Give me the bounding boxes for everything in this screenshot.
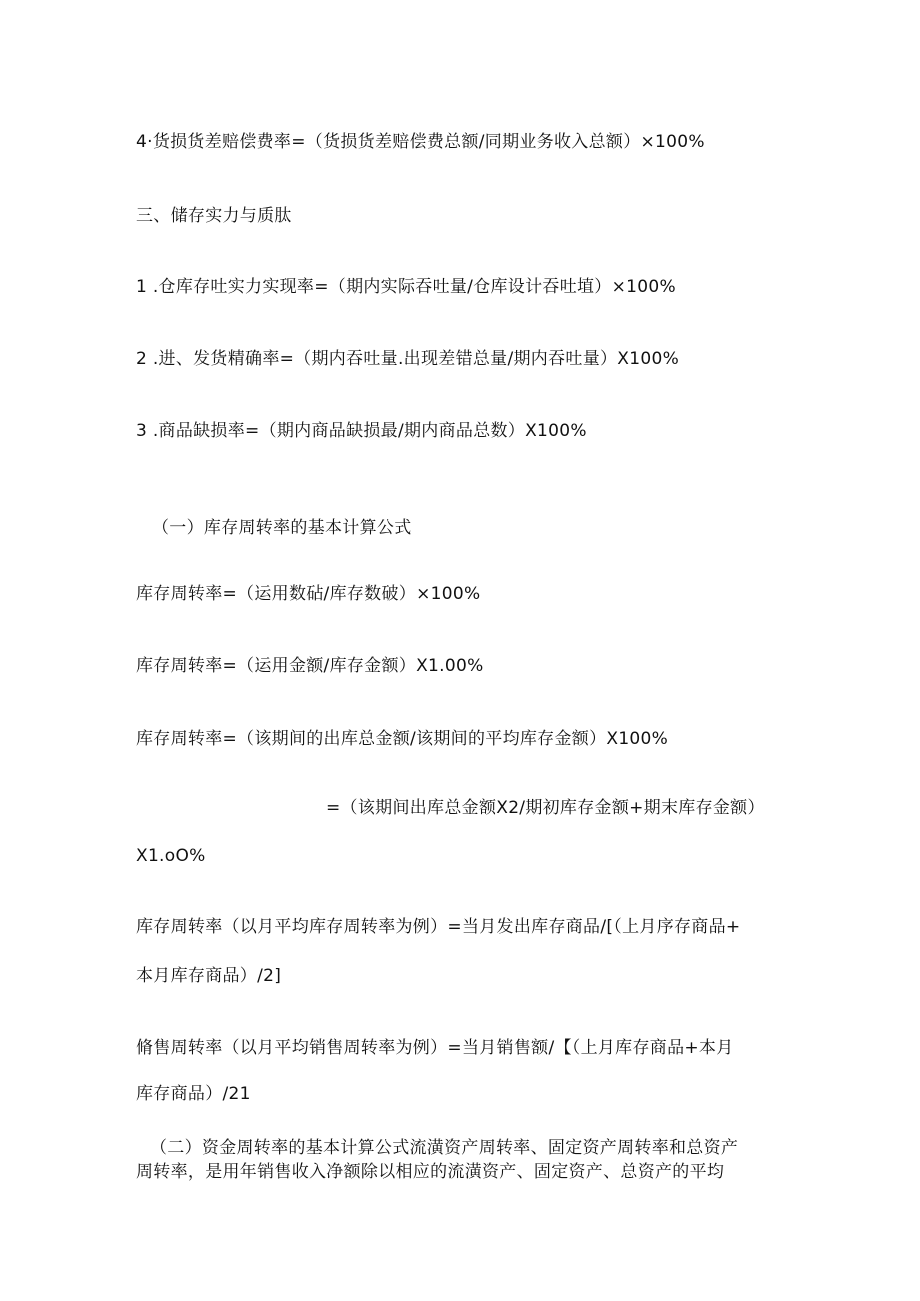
formula-monthly-inventory-turnover-cont: 本月库存商品）/2] <box>136 966 282 986</box>
formula-monthly-inventory-turnover: 库存周转率（以月平均库存周转率为例）=当月发出库存商品/[（上月序存商品+ <box>136 917 741 937</box>
paragraph-capital-turnover-line1: （二）资金周转率的基本计算公式流潢资产周转率、固定资产周转率和总资产 <box>150 1138 739 1158</box>
formula-throughput-capacity-realization-rate: 1 .仓库存吐实力实现率=（期内实际吞吐量/仓库设计吞吐埴）×100% <box>136 277 676 297</box>
formula-inventory-turnover-period-average: 库存周转率=（该期间的出库总金额/该期间的平均库存金额）X100% <box>136 729 669 749</box>
formula-monthly-sales-turnover: 脩售周转率（以月平均销售周转率为例）=当月销售额/【（上月库存商品+本月 <box>136 1038 734 1058</box>
paragraph-capital-turnover-line2: 周转率，是用年销售收入净额除以相应的流潢资产、固定资产、总资产的平均 <box>136 1162 725 1182</box>
formula-receiving-shipping-accuracy-rate: 2 .进、发货精确率=（期内吞吐量.出现差错总量/期内吞吐量）X100% <box>136 349 680 369</box>
formula-inventory-turnover-amount: 库存周转率=（运用金额/库存金额）X1.00% <box>136 656 484 676</box>
section-heading-storage-capacity-quality: 三、储存实力与质肽 <box>136 206 292 226</box>
formula-monthly-sales-turnover-cont: 库存商品）/21 <box>136 1084 251 1104</box>
formula-inventory-turnover-quantity: 库存周转率=（运用数砧/库存数破）×100% <box>136 584 481 604</box>
subheading-inventory-turnover-basic-formula: （一）库存周转率的基本计算公式 <box>152 518 412 538</box>
formula-inventory-turnover-expanded-factor: X1.oO% <box>136 846 206 866</box>
formula-cargo-damage-compensation-rate: 4·货损货差赔偿费率=（货损货差赔偿费总额/同期业务收入总额）×100% <box>136 132 705 152</box>
formula-inventory-turnover-expanded: =（该期间出库总金额X2/期初库存金额+期末库存金额） <box>326 798 765 818</box>
formula-goods-shortage-rate: 3 .商品缺损率=（期内商品缺损最/期内商品总数）X100% <box>136 421 587 441</box>
